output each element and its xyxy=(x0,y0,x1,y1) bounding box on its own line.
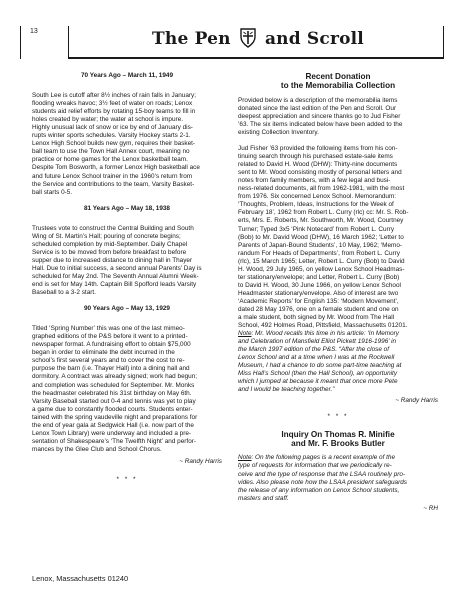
masthead-divider xyxy=(68,26,69,59)
title-left: The Pen xyxy=(152,29,231,49)
donation-heading-line2: to the Memorabilia Collection xyxy=(280,81,396,91)
footer-address: Lenox, Massachusetts 01240 xyxy=(32,574,129,583)
author-initials: ~ RH xyxy=(423,504,438,512)
page-number: 13 xyxy=(30,28,38,35)
author-signature: ~ Randy Harris xyxy=(179,457,222,465)
article-70-years: South Lee is cutoff after 8½ inches of rain falls in January; flooding wreaks havoc; 3½ feet of water on roads; Lenox students aid relief efforts by rotating 15-boy teams to fill in holes created by water; the water at school is impure. Highly unusual lack of snow or ice by end of January dis- rupts winter sports schedules. Varsity Hockey starts 2-1. Lenox High School builds new gym, requires their basket- ball team to use the Town Hall Annex court, meaning no practice or home games for the Lenox basketball team. Despite Tom Bosworth, a former Lenox High basketball ace and future Lenox School trainer in the 1960’s return from the Service and contributions to the team, Varsity Basket- ball starts 0-5. xyxy=(32,92,200,196)
donation-details: Jud Fisher ’63 provided the following items from his con- tinuing search through his purchased estate-sale items related to David H. Wood (DHW): Thirty-nine documents sent to Mr. Wood consisting mostly of personal letters and notes from family members, with a few legal and busi- ness-related documents, all from 1962-1981, with the most from 1976. Six concerned Lenox School. Memorandum: ‘Thoughts, Problem, Ideas, Instructions for the Week of February 18’, 1962 from Robert L. Curry (rlc) cc: Mr. S. Rob- erts, Mrs. E. Roberts, Mr. Southworth, Mr. Wood, Courtney Turner; Typed 3x5 ‘Pink Notecard’ from Robert L. Curry (Bob) to Mr. David Wood (DHW), 16 March 1962; ‘Letter to Parents of Japan-Bound Students’, 10 May, 1962; ‘Memo- randum For Heads of Departments’, from Robert L. Curry (rlc), 15 March 1965; Letter, Robert L. Curry (Bob) to David H. Wood, 29 July 1965, on yellow Lenox School Headmas- ter stationary/envelope; and Letter, Robert L. Curry (Bob) to David H. Wood, 30 June 1966, on yellow Lenox School Headmaster stationary/envelope. Also of interest are two ‘Academic Reports’ for English 135: ‘Modern Movement’, dated 28 May 1976, one on a female student and one on a male student, both signed by Mr. Wood from The Hall School, 492 Holmes Road, Pittsfield, Massachusetts 01201. xyxy=(238,145,409,330)
donation-heading: Recent Donation xyxy=(305,72,371,81)
inquiry-note: Note: On the following pages is a recent example of the type of requests for information that we periodically re- ceive and the type of response that the LSAA routinely pro- vides. Also please note how the LSAA president safeguards the release of any information on Lenox School students, masters and staff. xyxy=(238,454,407,502)
inquiry-heading-line2: and Mr. F. Brooks Butler xyxy=(291,439,385,448)
section-separator: * * * xyxy=(116,475,138,483)
donation-intro: Provided below is a description of the memorabilia items donated since the last edition of the Pen and Scroll. Our deepest appreciation and sincere thanks go to Jud Fisher ’63. The six items indicated below have been added to the existing Collection Inventory. xyxy=(238,96,403,136)
article-81-years: Trustees vote to construct the Central Building and South Wing of St. Martin’s Hall; pouring of concrete begins; scheduled completion by mid-September. Daily Chapel Service is to be moved from before breakfast to before supper due to increased distance to dining hall in Thayer Hall. Due to initial success, a second annual Parents’ Day is scheduled for May 2nd. The Seventh Annual Alumni Week- end is set for May 14th. Captain Bill Spofford leads Varsity Baseball to a 3-2 start. xyxy=(32,224,202,297)
section-heading-81-years: 81 Years Ago – May 18, 1938 xyxy=(84,204,170,212)
right-column xyxy=(238,72,438,513)
newsletter-title xyxy=(72,28,444,49)
left-column xyxy=(32,72,222,484)
inquiry-heading: Inquiry On Thomas R. Minifie xyxy=(281,429,395,439)
note-label: Note xyxy=(238,454,252,462)
masthead-left-rule xyxy=(20,26,21,59)
note-label: Note xyxy=(238,330,252,338)
section-separator: * * * xyxy=(327,412,349,420)
masthead-bottom-rule xyxy=(68,57,444,59)
crest-icon xyxy=(240,28,256,48)
title-right: and Scroll xyxy=(264,29,364,49)
section-heading-90-years: 90 Years Ago – May 13, 1929 xyxy=(84,305,170,313)
section-heading-70-years: 70 Years Ago – March 11, 1949 xyxy=(80,72,173,79)
author-signature: ~ Randy Harris xyxy=(395,396,438,404)
masthead xyxy=(20,26,444,60)
article-90-years: Titled ‘Spring Number’ this was one of the last mimeo- graphed editions of the P&S before it went to a printed- newspaper format. A fundraising effort to obtain $75,000 began in order to eliminate the debt incurred in the school’s first several years and to cover the cost to re- purpose the barn (i.e. Thayer Hall) into a dining hall and dormitory. A contract was already signed; work had begun; and completion was scheduled for September. Mr. Monks the headmaster celebrated his 31st birthday on May 6th. Varsity Baseball started out 0-4 and tennis was yet to play a game due to constantly flooded courts. Students enter- tained with the spring vaudeville night and preparations for the end of year gala at Sedgwick Hall (i.e. now part of the Lenox Town Library) were underway and included a pre- sentation of Shakespeare’s ‘The Twelfth Night’ and perfor- mances by the Glee Club and School Chorus. xyxy=(32,325,198,453)
donation-note: Note: Mr. Wood recalls this time in his article: ‘In Memory and Celebration of Mansfield Elliot Pickett 1916-1996’ in the March 1997 edition of the P&S. “After the close of Lenox School and at a time when I was at the Rockwell Museum, I had a chance to do some part-time teaching at Miss Hall’s School (then the Hall School), an opportunity which I jumped at because it meant that once more Pete and I would be teaching together.” xyxy=(238,330,402,394)
